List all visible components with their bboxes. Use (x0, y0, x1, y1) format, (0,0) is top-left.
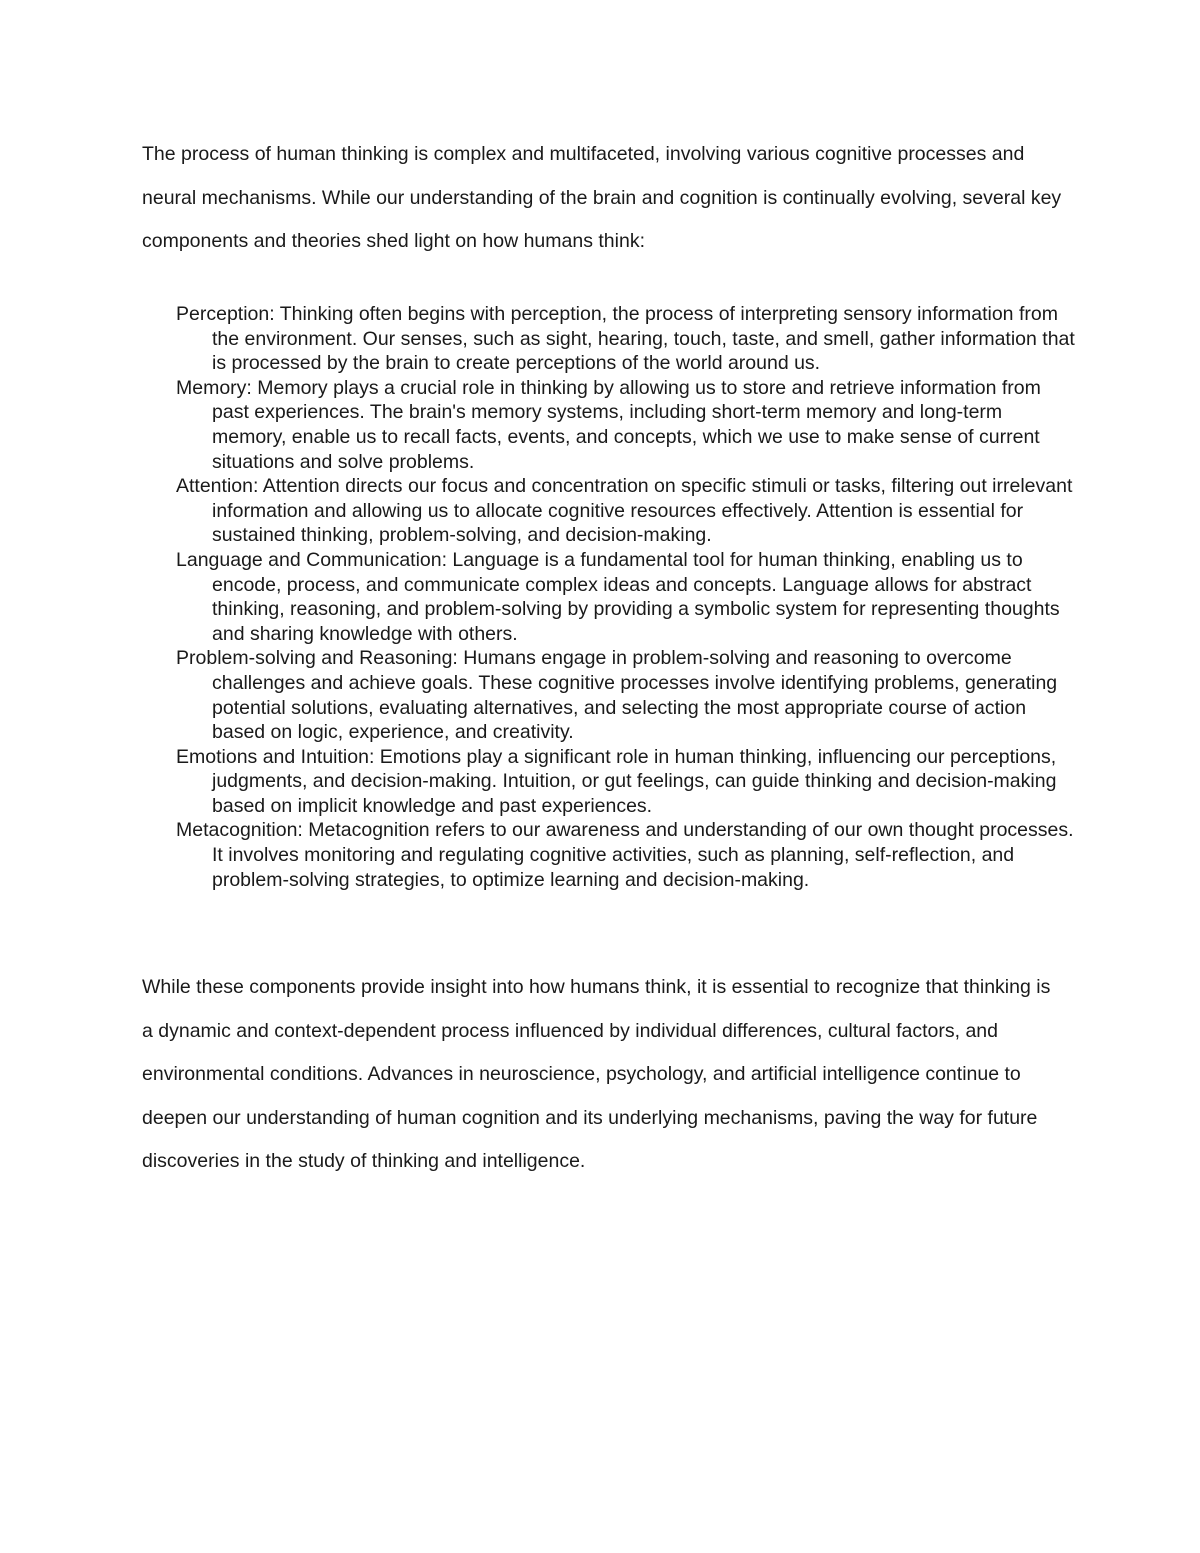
list-item-problem-solving: Problem-solving and Reasoning: Humans engage in problem-solving and reasoning to overcome challenges and achieve goals. These cognitive processes involve identifying problems, generating potential solutions, evaluating alternatives, and selecting the most appropriate course of action based on logic, experience, and creativity. (176, 647, 1058, 744)
intro-paragraph: The process of human thinking is complex and multifaceted, involving various cognitive processes and neural mechanisms. While our understanding of the brain and cognition is continually evolving, several key components and theories shed light on how humans think: (142, 143, 1062, 252)
conclusion-paragraph: While these components provide insight into how humans think, it is essential to recognize that thinking is a dynamic and context-dependent process influenced by individual differences, cultural factors, and environmental conditions. Advances in neuroscience, psychology, and artificial intelligence continue to deepen our understanding of human cognition and its underlying mechanisms, paving the way for future discoveries in the study of thinking and intelligence. (142, 976, 1051, 1172)
list-item-attention: Attention: Attention directs our focus and concentration on specific stimuli or tasks, filtering out irrelevant information and allowing us to allocate cognitive resources effectively. Attention is essential for sustained thinking, problem-solving, and decision-making. (176, 475, 1073, 547)
list-item-perception: Perception: Thinking often begins with perception, the process of interpreting sensory information from the environment. Our senses, such as sight, hearing, touch, taste, and smell, gather information that is processed by the brain to create perceptions of the world around us. (176, 303, 1075, 375)
list-item-memory: Memory: Memory plays a crucial role in thinking by allowing us to store and retrieve information from past experiences. The brain's memory systems, including short-term memory and long-term memory, enable us to recall facts, events, and concepts, which we use to make sense of current situations and solve problems. (176, 376, 1041, 473)
list-item-language: Language and Communication: Language is a fundamental tool for human thinking, enabling us to encode, process, and communicate complex ideas and concepts. Language allows for abstract thinking, reasoning, and problem-solving by providing a symbolic system for representing thoughts and sharing knowledge with others. (176, 548, 1060, 645)
components-list (176, 302, 1076, 892)
list-item-metacognition: Metacognition: Metacognition refers to our awareness and understanding of our own thought processes. It involves monitoring and regulating cognitive activities, such as planning, self-reflection, and problem-solving strategies, to optimize learning and decision-making. (176, 819, 1074, 891)
list-item-emotions: Emotions and Intuition: Emotions play a significant role in human thinking, influencing our perceptions, judgments, and decision-making. Intuition, or gut feelings, can guide thinking and decision-making based on implicit knowledge and past experiences. (176, 745, 1057, 817)
